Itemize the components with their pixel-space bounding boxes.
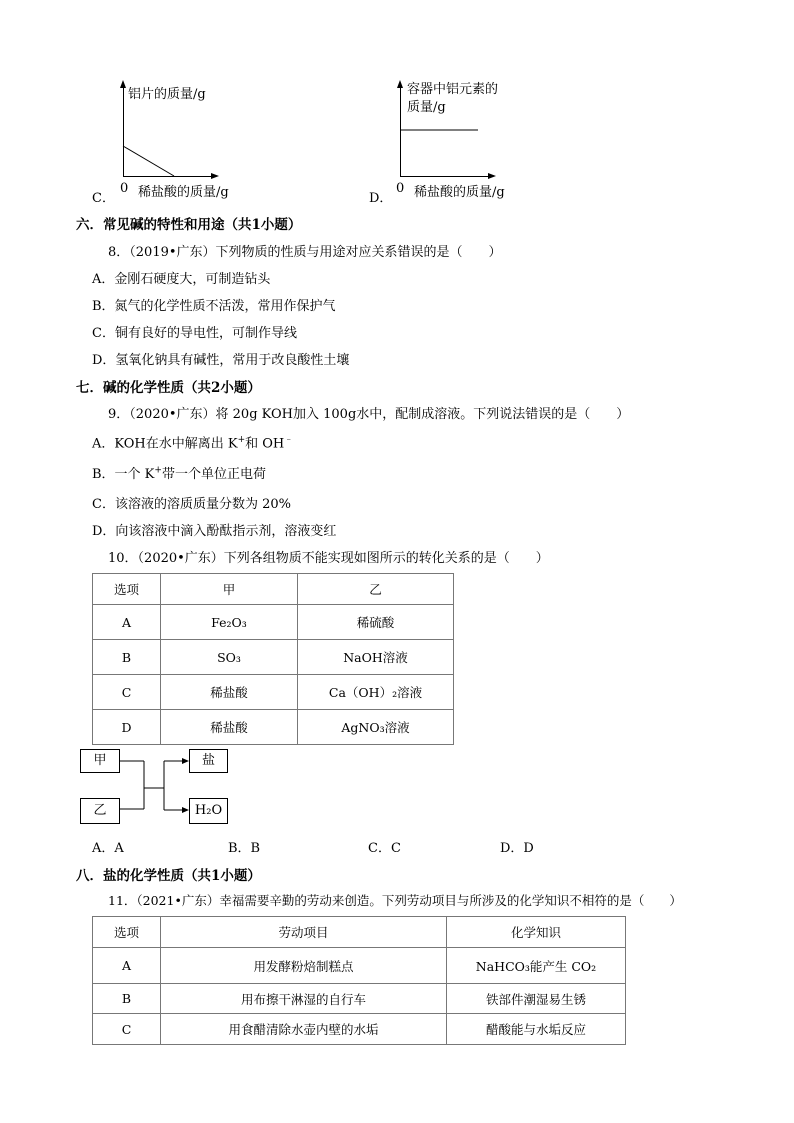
table-row [93,1014,626,1045]
q10-row-a-yi: 稀硫酸 [298,605,454,640]
graph-c-y-arrow [120,80,126,88]
q9-option-b-text: B．一个 K [92,467,155,482]
q10-table [92,573,454,745]
q11-header-project: 劳动项目 [161,917,447,948]
q10-header-opt: 选项 [93,574,161,605]
q10-row-a-jia: Fe₂O₃ [161,605,298,640]
graph-d-ylabel-line1: 容器中铝元素的 [407,82,499,97]
table-row [93,948,626,984]
graph-c-x-arrow [211,173,219,179]
graph-d-ylabel-line2: 质量/g [407,100,446,115]
q9-option-b-sup: + [154,465,162,476]
q11-row-a-knowledge: NaHCO₃能产生 CO₂ [447,948,626,984]
diagram-connectors [118,750,190,816]
table-row [93,984,626,1014]
q11-row-b-knowledge: 铁部件潮湿易生锈 [447,984,626,1014]
q10-row-d-yi: AgNO₃溶液 [298,710,454,745]
section6-heading: 六．常见碱的特性和用途（共1小题） [76,217,302,233]
table-row [93,605,454,640]
diagram-arrow-salt [182,758,189,764]
diagram-box-jia: 甲 [80,749,120,773]
q8-option-a: A．金刚石硬度大，可制造钻头 [92,272,271,287]
q10-row-d-jia: 稀盐酸 [161,710,298,745]
section8-heading: 八．盐的化学性质（共1小题） [76,868,261,884]
q11-table-header [93,917,626,948]
q11-row-b-opt: B [93,984,161,1014]
q10-row-c-yi: Ca（OH）₂溶液 [298,675,454,710]
q11-header-opt: 选项 [93,917,161,948]
q11-table [92,916,626,1045]
graph-d-y-arrow [397,80,403,88]
q9-option-c: C．该溶液的溶质质量分数为 20% [92,497,291,512]
q10-row-b-jia: SO₃ [161,640,298,675]
q8-stem: 8．（2019•广东）下列物质的性质与用途对应关系错误的是（ ） [108,245,502,260]
graph-c-xlabel: 稀盐酸的质量/g [138,185,229,200]
graph-c-option: C． [92,191,115,206]
graph-c-data-line [123,146,174,176]
q10-answer-d: D．D [500,841,534,856]
q11-stem: 11．（2021•广东）幸福需要辛勤的劳动来创造。下列劳动项目与所涉及的化学知识不相符的是（ ） [108,893,682,908]
q9-option-b-post: 带一个单位正电荷 [161,467,266,482]
q10-row-d-opt: D [93,710,161,745]
q9-option-d: D．向该溶液中滴入酚酞指示剂，溶液变红 [92,524,337,539]
table-row [93,710,454,745]
diagram-box-yi: 乙 [80,798,120,824]
q10-header-jia: 甲 [161,574,298,605]
q9-stem: 9．（2020•广东）将 20g KOH加入 100g水中，配制成溶液。下列说法错误的是（ ） [108,407,630,422]
graph-d-x-arrow [488,173,496,179]
q11-row-b-project: 用布擦干淋湿的自行车 [161,984,447,1014]
q9-option-a-mid: 和 OH [245,436,285,452]
q8-option-d: D．氢氧化钠具有碱性，常用于改良酸性土壤 [92,353,350,368]
diagram-arrow-water [182,807,189,813]
graph-d-xlabel: 稀盐酸的质量/g [414,185,505,200]
q8-option-c: C．铜有良好的导电性，可制作导线 [92,326,297,341]
q9-option-b [92,463,266,482]
q8-option-b: B．氮气的化学性质不活泼，常用作保护气 [92,299,336,314]
q10-stem: 10．（2020•广东）下列各组物质不能实现如图所示的转化关系的是（ ） [108,551,549,566]
q9-option-a-sup1: + [237,435,246,445]
q11-row-a-project: 用发酵粉焙制糕点 [161,948,447,984]
q10-row-b-yi: NaOH溶液 [298,640,454,675]
q10-answer-c: C．C [368,841,401,856]
section7-heading: 七．碱的化学性质（共2小题） [76,380,261,396]
table-row [93,640,454,675]
q9-option-a-text: A．KOH在水中解离出 K [92,436,238,452]
table-row [93,675,454,710]
graph-c-origin: 0 [120,181,129,196]
q10-row-c-jia: 稀盐酸 [161,675,298,710]
q10-row-a-opt: A [93,605,161,640]
q10-answer-a: A．A [92,841,124,856]
q9-option-a [92,432,293,451]
q10-header-yi: 乙 [298,574,454,605]
q11-row-c-knowledge: 醋酸能与水垢反应 [447,1014,626,1045]
diagram-box-salt: 盐 [189,749,228,773]
q9-option-a-sup2: ﹣ [284,435,294,445]
graph-d-option: D． [369,191,393,206]
q11-row-c-opt: C [93,1014,161,1045]
q11-row-c-project: 用食醋清除水壶内壁的水垢 [161,1014,447,1045]
graph-d-origin: 0 [396,181,405,196]
q10-table-header [93,574,454,605]
q10-row-c-opt: C [93,675,161,710]
diagram-box-water: H₂O [189,798,228,824]
q10-answer-b: B．B [228,841,261,856]
q11-row-a-opt: A [93,948,161,984]
q11-header-knowledge: 化学知识 [447,917,626,948]
q10-row-b-opt: B [93,640,161,675]
graph-c-ylabel: 铝片的质量/g [128,87,206,102]
